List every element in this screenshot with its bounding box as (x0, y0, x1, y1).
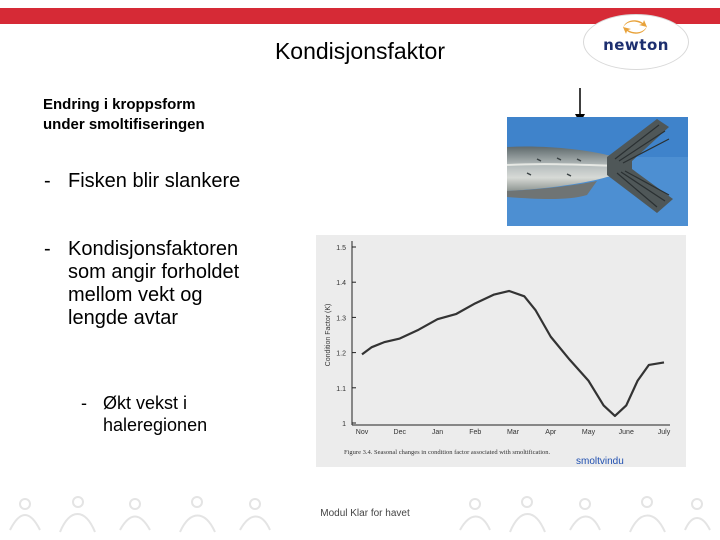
chart-caption: Figure 3.4. Seasonal changes in condition factor associated with smoltification. (344, 449, 551, 456)
x-tick-label: Jan (431, 429, 444, 436)
bullet-text (103, 392, 207, 436)
condition-factor-chart (316, 235, 686, 467)
bullet-line: lengde avtar (68, 307, 179, 329)
x-tick-label: Nov (355, 429, 369, 436)
bullet-line: Kondisjonsfaktoren (68, 238, 239, 260)
smolt-window-label: smoltvindu (576, 456, 624, 467)
y-tick-label: 1.1 (336, 385, 346, 393)
bullet-dash: - (44, 170, 51, 192)
fish-tail-photo (507, 117, 688, 226)
bullet-line: som angir forholdet (68, 261, 240, 283)
x-tick-label: July (657, 429, 671, 436)
y-tick-label: 1.2 (336, 350, 346, 358)
y-tick-label: 1.5 (336, 245, 346, 252)
bullet-line: Fisken blir slankere (68, 170, 241, 192)
y-axis-label: Condition Factor (K) (325, 303, 332, 367)
footer-text: Modul Klar for havet (320, 508, 410, 519)
subtitle-line: Endring i kroppsform (43, 96, 196, 113)
newton-logo (583, 14, 689, 70)
x-tick-label: Apr (545, 429, 557, 436)
x-tick-label: Dec (393, 429, 406, 436)
subtitle-line: under smoltifiseringen (43, 116, 205, 133)
bullet-line: mellom vekt og (68, 284, 203, 306)
bullet-text (68, 170, 240, 193)
x-tick-label: Mar (506, 429, 520, 436)
y-tick-label: 1.4 (336, 280, 346, 288)
x-tick-label: May (581, 429, 596, 436)
swirl-icon (620, 19, 650, 35)
bullet-dash: - (44, 238, 51, 260)
logo-text: newton (603, 36, 669, 54)
subtitle (43, 95, 273, 135)
bullet-line: Økt vekst i (103, 393, 188, 413)
y-tick-label: 1.3 (336, 315, 346, 323)
bullet-dash: - (81, 393, 87, 413)
x-tick-label: June (618, 429, 634, 436)
slide-title: Kondisjonsfaktor (274, 38, 446, 64)
x-tick-label: Feb (469, 429, 482, 436)
bullet-line: haleregionen (103, 415, 208, 435)
y-tick-label: 1 (342, 421, 346, 428)
bullet-text (68, 238, 239, 330)
